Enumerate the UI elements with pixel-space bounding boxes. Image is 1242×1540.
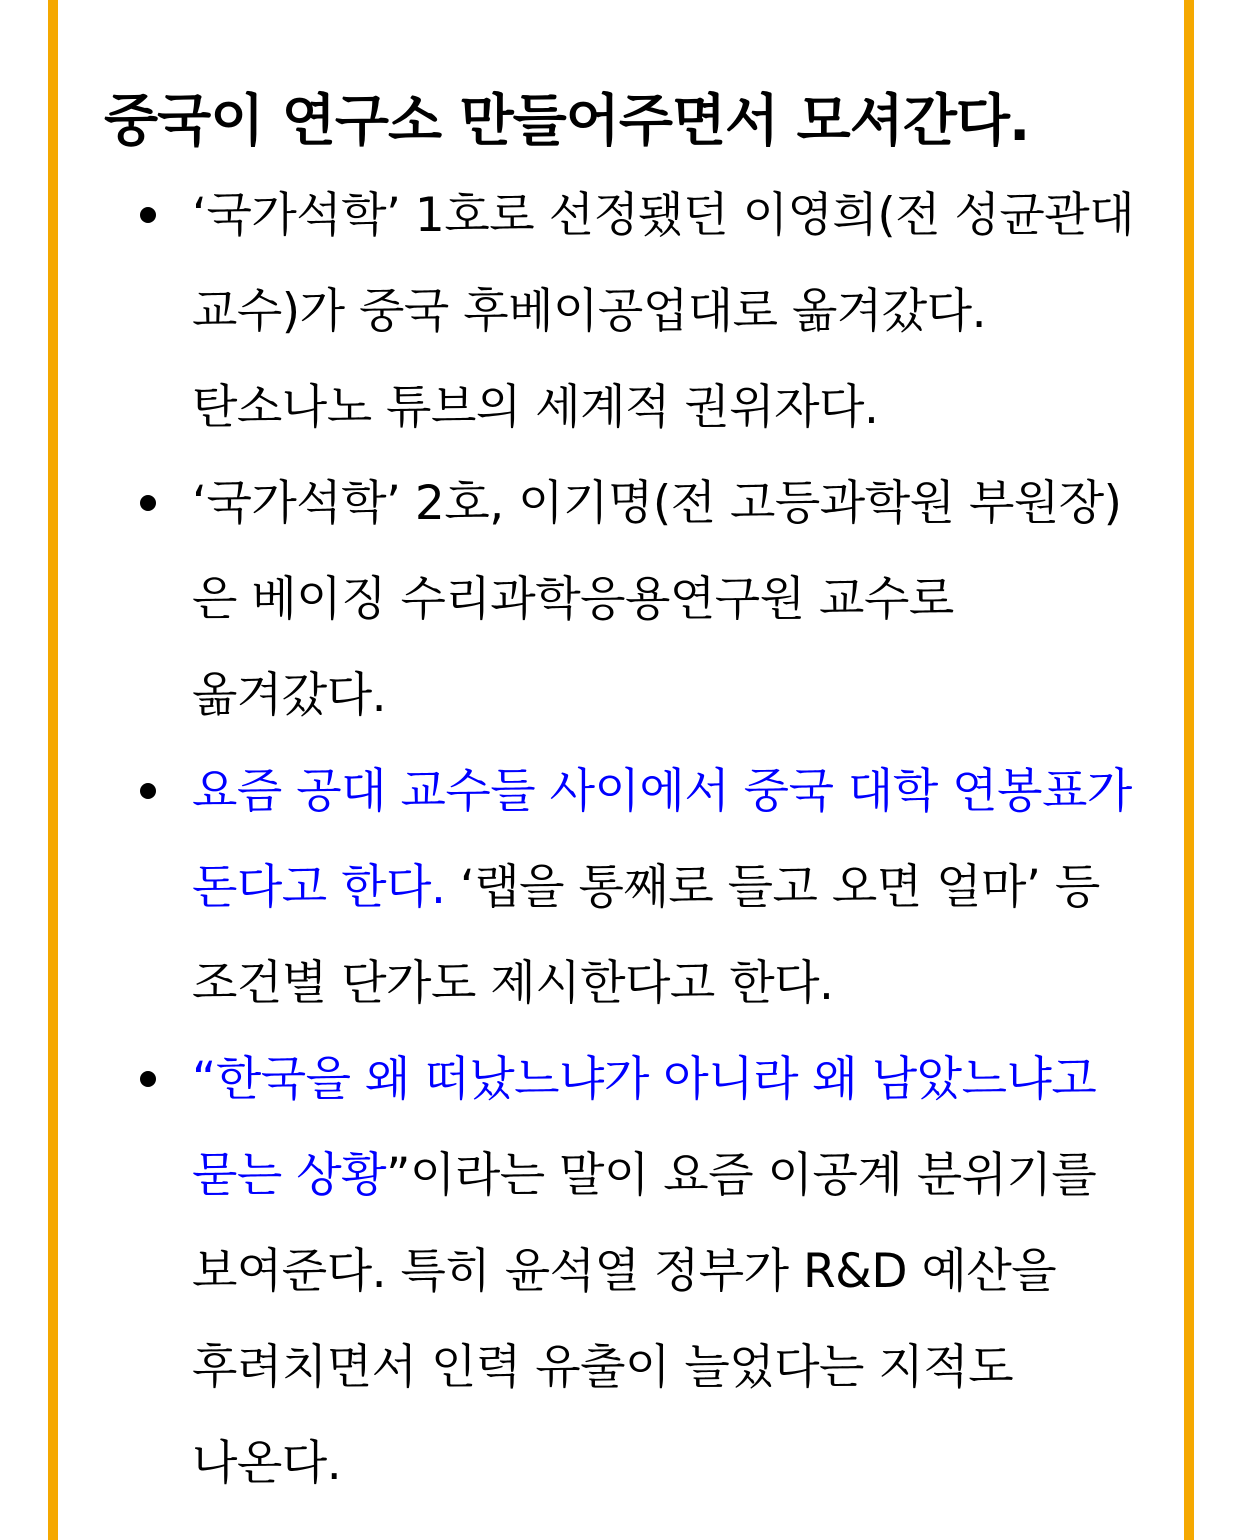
left-accent-border bbox=[48, 0, 58, 1540]
right-accent-border bbox=[1184, 0, 1194, 1540]
content-area bbox=[58, 0, 1184, 1540]
bullet-text: ”이라는 말이 요즘 이공계 분위기를 보여준다. 특히 윤석열 정부가 R&D 예산을 후려치면서 인력 유출이 늘었다는 지적도 나온다. bbox=[192, 1148, 1097, 1491]
section-heading: 중국이 연구소 만들어주면서 모셔간다. bbox=[104, 89, 1030, 154]
bullet-highlight-text: “한국을 왜 떠났느냐가 아니라 왜 남았느냐고 묻는 상황 bbox=[192, 1052, 1097, 1203]
bullet-dot-icon bbox=[140, 1071, 156, 1087]
bullet-item bbox=[104, 1032, 1152, 1512]
bullet-list bbox=[104, 168, 1184, 1512]
bullet-dot-icon bbox=[140, 495, 156, 511]
bullet-dot-icon bbox=[140, 207, 156, 223]
bullet-text: ‘국가석학’ 2호, 이기명(전 고등과학원 부원장)은 베이징 수리과학응용연구원 교수로 옮겨갔다. bbox=[192, 476, 1122, 723]
bullet-item bbox=[104, 168, 1152, 456]
bullet-highlight-text: 요즘 공대 교수들 사이에서 중국 대학 연봉표가 돈다고 한다. bbox=[192, 764, 1132, 915]
bullet-text: ‘국가석학’ 1호로 선정됐던 이영희(전 성균관대 교수)가 중국 후베이공업대로 옮겨갔다. 탄소나노 튜브의 세계적 권위자다. bbox=[192, 188, 1135, 435]
bullet-dot-icon bbox=[140, 783, 156, 799]
bullet-text: ‘랩을 통째로 들고 오면 얼마’ 등 조건별 단가도 제시한다고 한다. bbox=[192, 860, 1100, 1011]
bullet-item bbox=[104, 744, 1152, 1032]
bullet-item bbox=[104, 456, 1152, 744]
